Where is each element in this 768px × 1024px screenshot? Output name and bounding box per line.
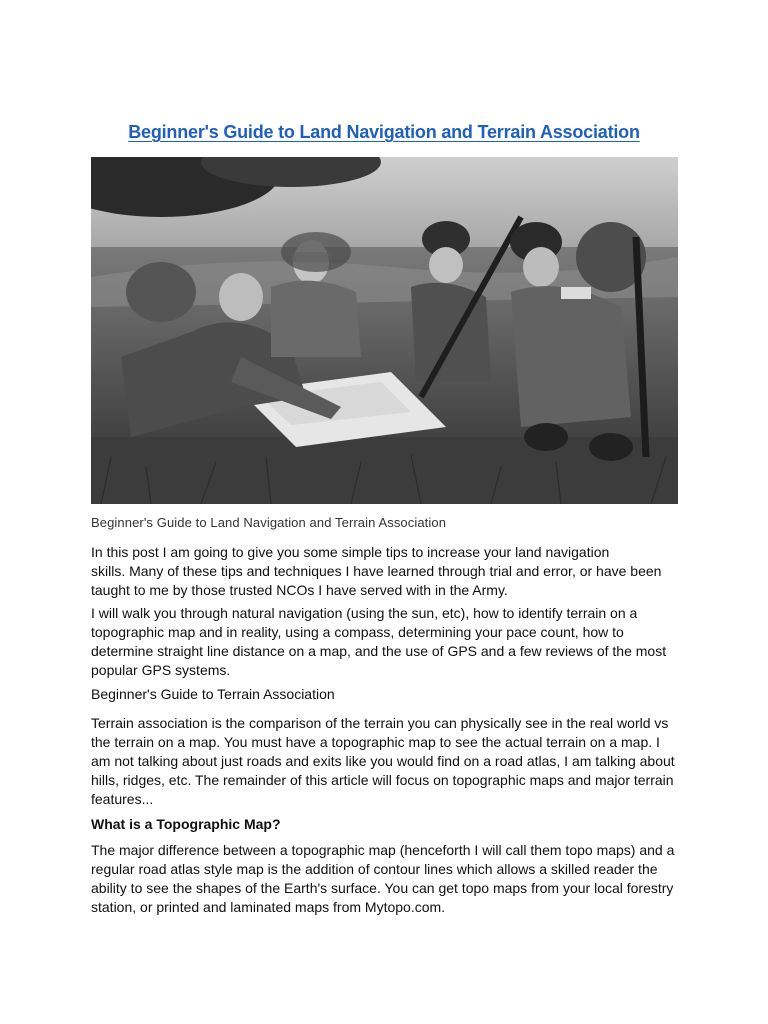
paragraph-line: I will walk you through natural navigation (using the sun, etc), how to identify terrain on a — [91, 605, 638, 621]
terrain-subheading: Beginner's Guide to Terrain Association — [91, 686, 335, 702]
photo-caption: Beginner's Guide to Land Navigation and Terrain Association — [91, 515, 447, 530]
document-title-link[interactable]: Beginner's Guide to Land Navigation and Terrain Association — [128, 122, 640, 142]
paragraph-line: popular GPS systems. — [91, 662, 231, 678]
topo-heading: What is a Topographic Map? — [91, 816, 281, 832]
paragraph-line: topographic map and in reality, using a compass, determining your pace count, how to — [91, 624, 624, 640]
paragraph-line: taught to me by those trusted NCOs I have served with in the Army. — [91, 582, 508, 598]
walkthrough-paragraph — [91, 604, 681, 680]
intro-paragraph — [91, 543, 681, 600]
paragraph-line: skills. Many of these tips and techniques I have learned through trial and error, or have been — [91, 563, 662, 579]
paragraph-line: determine straight line distance on a map, and the use of GPS and a few reviews of the most — [91, 643, 667, 659]
soldiers-map-photo — [91, 157, 678, 504]
paragraph-line: The major difference between a topographic map (henceforth I will call them topo maps) and a — [91, 842, 675, 858]
paragraph-line: features... — [91, 791, 154, 807]
paragraph-line: station, or printed and laminated maps from Mytopo.com. — [91, 899, 446, 915]
paragraph-line: hills, ridges, etc. The remainder of this article will focus on topographic maps and major terrain — [91, 772, 674, 788]
paragraph-line: Terrain association is the comparison of the terrain you can physically see in the real world vs — [91, 715, 669, 731]
terrain-paragraph — [91, 714, 681, 809]
paragraph-line: the terrain on a map. You must have a topographic map to see the actual terrain on a map. I — [91, 734, 660, 750]
paragraph-line: ability to see the shapes of the Earth's surface. You can get topo maps from your local forestry — [91, 880, 674, 896]
paragraph-line: regular road atlas style map is the addition of contour lines which allows a skilled reader the — [91, 861, 658, 877]
topo-paragraph — [91, 841, 681, 917]
paragraph-line: am not talking about just roads and exits like you would find on a road atlas, I am talking about — [91, 753, 675, 769]
paragraph-line: In this post I am going to give you some simple tips to increase your land navigation — [91, 544, 610, 560]
